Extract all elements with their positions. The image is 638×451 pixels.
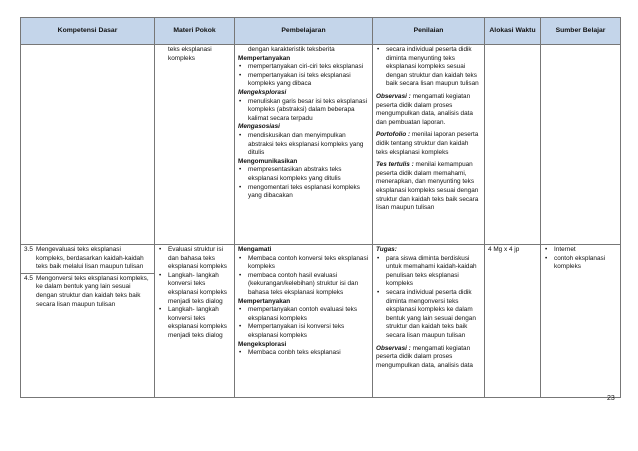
- portofolio-text: menilai laporan peserta didik tentang struktur dan kaidah teks eksplanasi kompleks: [376, 131, 479, 156]
- syllabus-table: [20, 17, 621, 398]
- step-list: [238, 349, 369, 358]
- list-item: • mempresentasikan abstraks teks eksplanasi kompleks yang ditulis: [238, 166, 369, 183]
- penilaian-cell: [373, 245, 485, 398]
- kd-number: 3.5: [24, 246, 33, 253]
- tes-paragraph: [376, 161, 481, 213]
- list-item: • mempertanyakan isi teks eksplanasi kompleks yang dibaca: [238, 72, 369, 89]
- step-list: [238, 166, 369, 200]
- list-item: • Langkah- langkah konversi teks eksplanasi kompleks menjadi teks dialog: [158, 306, 231, 340]
- step-list: [238, 255, 369, 298]
- list-item: • mengomentari teks esplanasi kompleks yang dibacakan: [238, 184, 369, 201]
- kd-number: 4.5: [24, 274, 33, 282]
- observasi-label: Observasi :: [376, 92, 411, 100]
- step-title: Mempertanyakan: [238, 54, 291, 62]
- header-alokasi-waktu: Alokasi Waktu: [485, 18, 541, 45]
- step-list: [238, 306, 369, 340]
- kd-text: Mengonversi teks eksplanasi kompleks, ke dalam bentuk yang lain sesuai dengan struktur dan kaidah teks baik secara lisan maupun tulisan: [36, 274, 149, 308]
- list-item: • Internet: [544, 246, 617, 255]
- materi-cell: [155, 45, 235, 245]
- kompetensi-cell: [21, 245, 155, 398]
- list-item: • contoh eksplanasi kompleks: [544, 255, 617, 272]
- materi-cell: [155, 245, 235, 398]
- step-title: Mengeksplorasi: [238, 88, 287, 96]
- list-item: • Membaca conbh teks eksplanasi: [238, 349, 369, 358]
- tugas-label: Tugas:: [376, 246, 397, 253]
- table-row: [21, 45, 621, 245]
- materi-list: [158, 246, 231, 341]
- step-list: [238, 98, 369, 124]
- kompetensi-cell: [21, 45, 155, 245]
- materi-text: teks eksplanasi kompleks: [168, 46, 212, 62]
- penilaian-list: [376, 255, 481, 341]
- table-header-row: [21, 18, 621, 45]
- sumber-cell: [541, 45, 621, 245]
- list-item: • menuliskan garis besar isi teks eksplanasi kompleks (abstraksi) dalam beberapa kalimat secara terpadu: [238, 98, 369, 124]
- portofolio-paragraph: [376, 131, 481, 157]
- observasi-paragraph: [376, 93, 481, 127]
- header-pembelajaran: Pembelajaran: [235, 18, 373, 45]
- step-list: [238, 63, 369, 89]
- kd-item: [21, 275, 154, 309]
- kd-text: Mengevaluasi teks eksplanasi kompleks, berdasarkan kaidah-kaidah teks baik melalui lisan maupun tulisan: [36, 246, 144, 271]
- pembelajaran-cell: [235, 245, 373, 398]
- step-title: Mengeksplorasi: [238, 340, 287, 348]
- step-title: Mengamati: [238, 246, 272, 253]
- list-item: • Mempertanyakan isi konversi teks eksplanasi kompleks: [238, 323, 369, 340]
- sumber-cell: [541, 245, 621, 398]
- table-row: [21, 245, 621, 398]
- tes-label: Tes tertulis :: [376, 161, 414, 169]
- tes-text: menilai kemampuan peserta didik dalam memahami, menerapkan, dan menyunting teks eksplanasi kompleks sesuai dengan struktur dan kaidah teks baik secara lisan maupun tulisan: [376, 161, 479, 212]
- header-materi-pokok: Materi Pokok: [155, 18, 235, 45]
- list-item: • para siswa diminta berdiskusi untuk memahami kaidah-kaidah penulisan teks eksplanasi kompleks: [376, 255, 481, 289]
- alokasi-cell: [485, 245, 541, 398]
- observasi-text: mengamati kegiatan peserta didik dalam proses mengumpulkan data, analisis data dan pembuatan laporan.: [376, 92, 473, 126]
- list-item: • Langkah- langkah konversi teks eksplanasi kompleks menjadi teks dialog: [158, 272, 231, 306]
- step-title: Mengomunikasikan: [238, 157, 298, 165]
- pembelajaran-cont-text: dengan karakteristik teksberita: [248, 46, 335, 53]
- observasi-paragraph: [376, 345, 481, 371]
- portofolio-label: Portofolio :: [376, 131, 411, 139]
- header-sumber-belajar: Sumber Belajar: [541, 18, 621, 45]
- header-penilaian: Penilaian: [373, 18, 485, 45]
- list-item: • membaca contoh hasil evaluasi (kekurangan/kelebihan) struktur isi dan bahasa teks eksplanasi kompleks: [238, 272, 369, 298]
- list-item: • secara individual peserta didik diminta mengonversi teks eksplanasi kompleks ke dalam bentuk yang lain sesuai dengan struktur dan kaidah teks baik secara lisan maupun tulisan: [376, 289, 481, 341]
- list-item: • Evaluasi struktur isi dan bahasa teks eksplanasi kompleks: [158, 246, 231, 272]
- alokasi-cell: [485, 45, 541, 245]
- penilaian-list: [376, 46, 481, 89]
- page-number: 23: [607, 395, 615, 402]
- list-item: • mempertanyakan contoh evaluasi teks eksplanasi kompleks: [238, 306, 369, 323]
- alokasi-value: 4 Mg x 4 jp: [488, 246, 520, 253]
- header-kompetensi-dasar: Kompetensi Dasar: [21, 18, 155, 45]
- step-title: Mempertanyakan: [238, 297, 291, 305]
- list-item: • Membaca contoh konversi teks eksplanasi kompleks: [238, 255, 369, 272]
- list-item: • mendiskusikan dan menyimpulkan abstraksi teks eksplanasi kompleks yang ditulis: [238, 132, 369, 158]
- list-item: • mempertanyakan ciri-ciri teks eksplanasi: [238, 63, 369, 72]
- observasi-text: mengamati kegiatan peserta didik dalam proses mengumpulkan data, analisis data: [376, 344, 473, 369]
- kd-item: [21, 246, 154, 272]
- step-title: Mengasosiasi: [238, 123, 280, 131]
- step-list: [238, 132, 369, 158]
- observasi-label: Observasi :: [376, 344, 411, 352]
- list-item: • secara individual peserta didik diminta menyunting teks eksplanasi kompleks sesuai dengan struktur dan kaidah teks baik secara lisan maupun tulisan: [376, 46, 481, 89]
- pembelajaran-cell: [235, 45, 373, 245]
- penilaian-cell: [373, 45, 485, 245]
- sumber-list: [544, 246, 617, 272]
